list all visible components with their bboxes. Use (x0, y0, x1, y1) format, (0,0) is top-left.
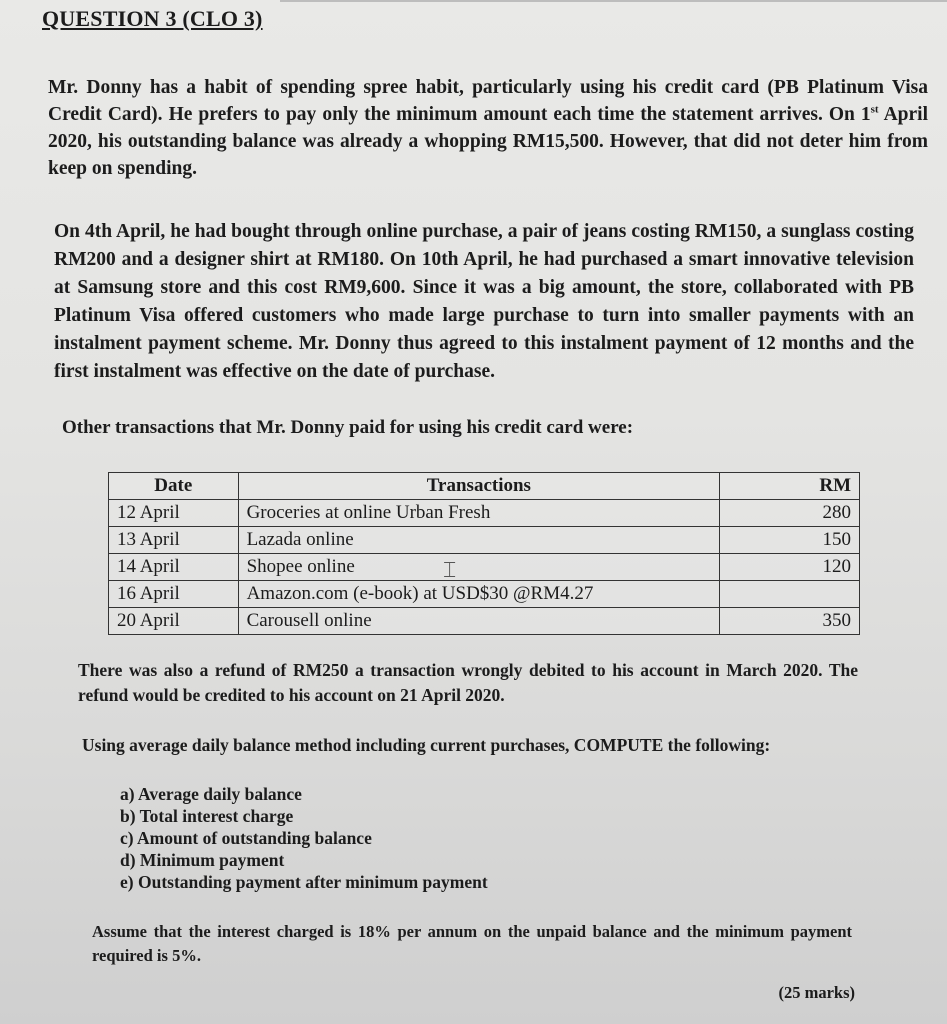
row-transaction: Amazon.com (e-book) at USD$30 @RM4.27 (238, 581, 720, 608)
paragraph-purchases: On 4th April, he had bought through online purchase, a pair of jeans costing RM150, a sunglass costing RM200 and a designer shirt at RM180. On 10th April, he had purchased a smart innovative television at Samsung store and this cost RM9,600. Since it was a big amount, the store, collaborated with PB Platinum Visa offered customers who made large purchase to turn into smaller payments with an instalment payment scheme. Mr. Donny thus agreed to this instalment payment of 12 months and the first instalment was effective on the date of purchase. (54, 221, 914, 382)
row-amount: 150 (720, 527, 860, 554)
row-amount: 350 (720, 608, 860, 635)
list-item: c) Amount of outstanding balance (120, 828, 372, 848)
question-list (120, 783, 488, 893)
paragraph-refund: There was also a refund of RM250 a transaction wrongly debited to his account in March 2020. The refund would be credited to his account on 21 April 2020. (78, 660, 858, 705)
row-amount: 280 (720, 500, 860, 527)
list-item: a) Average daily balance (120, 784, 302, 804)
question-heading: QUESTION 3 (CLO 3) (42, 6, 263, 31)
row-date: 20 April (109, 608, 239, 635)
table-header-row (109, 473, 860, 500)
list-item: b) Total interest charge (120, 806, 294, 826)
table-row (109, 527, 860, 554)
row-amount (720, 581, 860, 608)
table-row (109, 581, 860, 608)
row-date: 13 April (109, 527, 239, 554)
row-date: 16 April (109, 581, 239, 608)
table-row (109, 500, 860, 527)
header-rm: RM (720, 473, 860, 500)
table-row (109, 608, 860, 635)
paragraph-assumption: Assume that the interest charged is 18% per annum on the unpaid balance and the minimum payment required is 5%. (92, 922, 852, 965)
list-item: d) Minimum payment (120, 850, 285, 870)
header-date: Date (109, 473, 239, 500)
paragraph-intro-text-a: Mr. Donny has a habit of spending spree habit, particularly using his credit card (PB Platinum Visa Credit Card). He prefers to pay only the minimum amount each time the statement arrives. On 1 (48, 77, 928, 125)
table-row (109, 554, 860, 581)
paragraph-instruction: Using average daily balance method including current purchases, COMPUTE the following: (82, 735, 771, 755)
row-transaction: Carousell online (238, 608, 720, 635)
paragraph-other-transactions: Other transactions that Mr. Donny paid for using his credit card were: (62, 417, 634, 438)
text-cursor-icon: ⌶ (443, 558, 457, 583)
marks-label: (25 marks) (778, 983, 855, 1002)
row-date: 14 April (109, 554, 239, 581)
row-transaction: Groceries at online Urban Fresh (238, 500, 720, 527)
row-transaction: Lazada online (238, 527, 720, 554)
list-item: e) Outstanding payment after minimum payment (120, 872, 488, 892)
row-transaction: Shopee online (238, 554, 720, 581)
ordinal-suffix: st (870, 103, 879, 116)
paragraph-intro-text-b: April 2020, his outstanding balance was already a whopping RM15,500. However, that did not deter him from keep on spending. (48, 104, 928, 179)
row-date: 12 April (109, 500, 239, 527)
paragraph-intro (48, 74, 928, 182)
page-edge (280, 0, 947, 2)
header-transactions: Transactions (238, 473, 720, 500)
row-amount: 120 (720, 554, 860, 581)
transactions-table (108, 472, 860, 635)
